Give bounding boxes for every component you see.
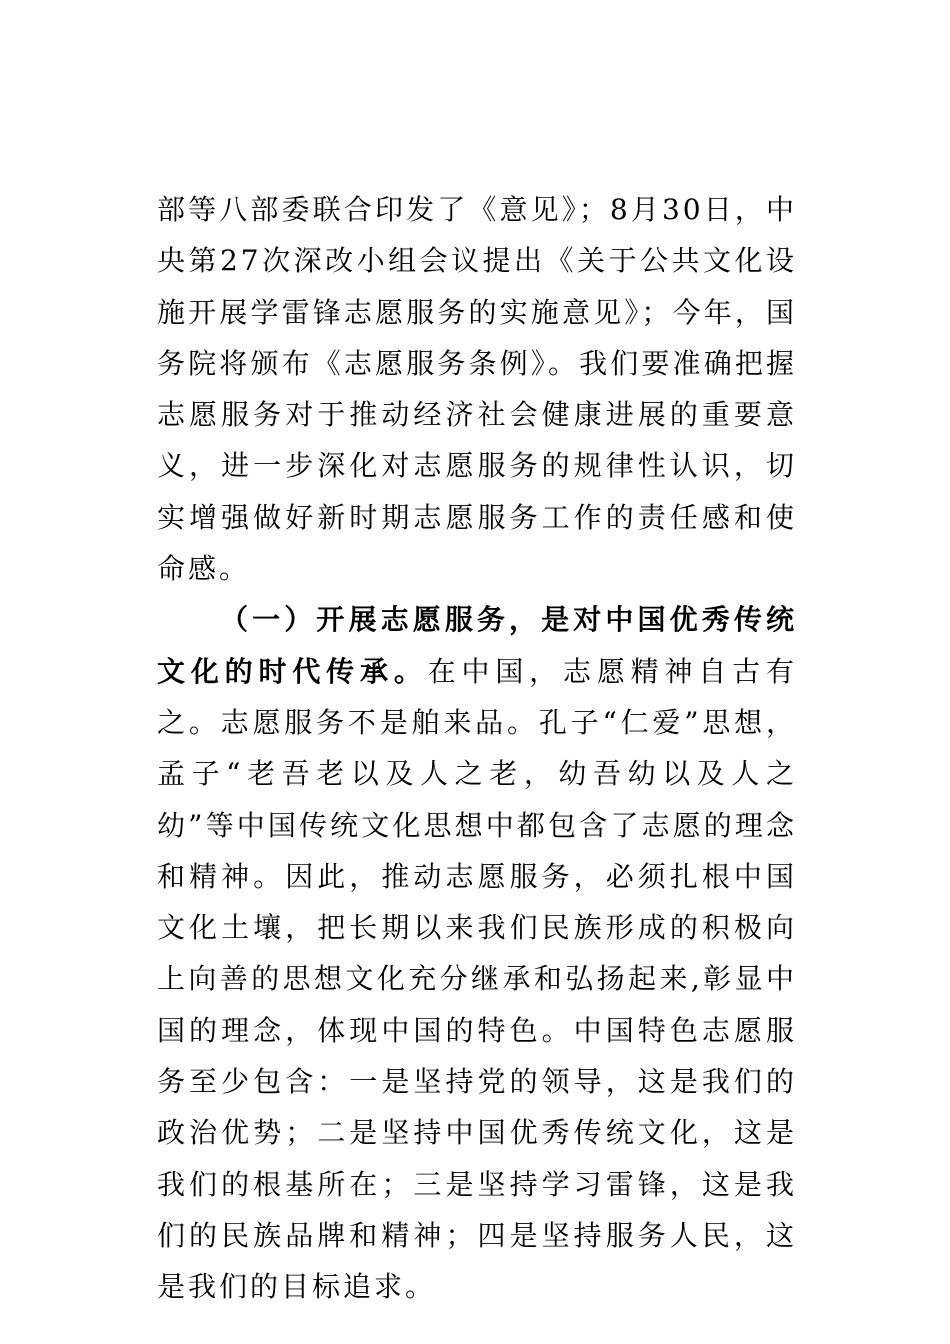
- paragraph-2: [157, 594, 797, 1312]
- document-body: [157, 184, 797, 1313]
- section-heading: （一）开展志愿服务，是对中国优秀传统文化的时代传承。: [157, 603, 797, 688]
- paragraph-1: [157, 184, 797, 594]
- paragraph-2-text: 在中国，志愿精神自古有之。志愿服务不是舶来品。孔子“仁爱”思想，孟子“老吾老以及人之老，幼吾幼以及人之幼”等中国传统文化思想中都包含了志愿的理念和精神。因此，推动志愿服务，必须扎根中国文化土壤，把长期以来我们民族形成的积极向上向善的思想文化充分继承和弘扬起来,彰显中国的理念，体现中国的特色。中国特色志愿服务至少包含：一是坚持党的领导，这是我们的政治优势；二是坚持中国优秀传统文化，这是我们的根基所在；三是坚持学习雷锋，这是我们的民族品牌和精神；四是坚持服务人民，这是我们的目标追求。: [157, 654, 797, 1304]
- paragraph-1-text: 部等八部委联合印发了《意见》；8月30日，中央第27次深改小组会议提出《关于公共文化设施开展学雷锋志愿服务的实施意见》；今年，国务院将颁布《志愿服务条例》。我们要准确把握志愿服务对于推动经济社会健康进展的重要意义，进一步深化对志愿服务的规律性认识，切实增强做好新时期志愿服务工作的责任感和使命感。: [157, 193, 797, 586]
